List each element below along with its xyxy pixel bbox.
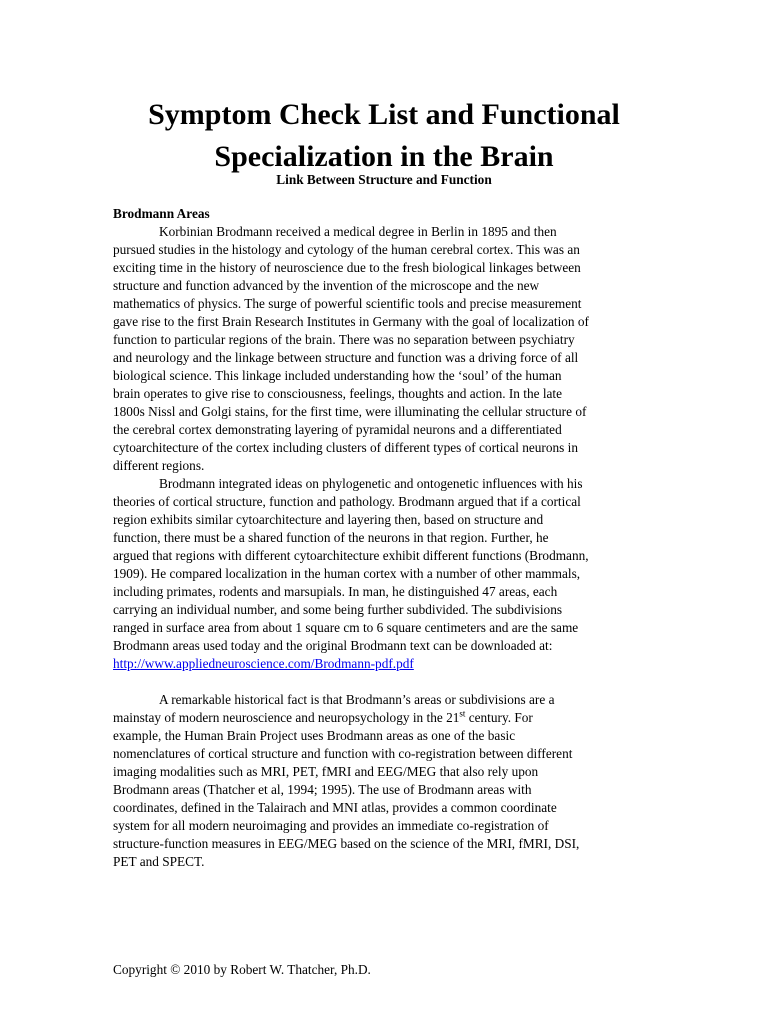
text-line: Brodmann areas used today and the original Brodmann text can be downloaded at: [113,638,553,653]
paragraph-3 [113,691,663,871]
document-title [0,94,768,178]
text-line: and neurology and the linkage between structure and function was a driving force of all [113,350,579,365]
text-line: coordinates, defined in the Talairach and MNI atlas, provides a common coordinate [113,800,557,815]
text-line: gave rise to the first Brain Research Institutes in Germany with the goal of localization of [113,314,589,329]
text-line: structure and function advanced by the invention of the microscope and the new [113,278,540,293]
text-line-with-superscript [113,709,663,727]
document-subtitle: Link Between Structure and Function [276,172,492,187]
text-run: mainstay of modern neuroscience and neuropsychology in the 21 [113,710,460,725]
section-heading: Brodmann Areas [113,206,210,221]
title-line: Symptom Check List and Functional [148,98,620,131]
text-line: the cerebral cortex demonstrating layering of pyramidal neurons and a differentiated [113,422,562,437]
text-line: Brodmann areas (Thatcher et al, 1994; 1995). The use of Brodmann areas with [113,782,532,797]
text-line: A remarkable historical fact is that Brodmann’s areas or subdivisions are a [159,692,555,707]
text-line: nomenclatures of cortical structure and function with co-registration between different [113,746,573,761]
text-line: exciting time in the history of neuroscience due to the fresh biological linkages between [113,260,581,275]
text-line: 1909). He compared localization in the human cortex with a number of other mammals, [113,566,581,581]
text-line: structure-function measures in EEG/MEG based on the science of the MRI, fMRI, DSI, [113,836,580,851]
text-line: Brodmann integrated ideas on phylogenetic and ontogenetic influences with his [159,476,583,491]
document-body [113,205,663,871]
text-line: pursued studies in the histology and cytology of the human cerebral cortex. This was an [113,242,580,257]
text-line: function to particular regions of the brain. There was no separation between psychiatry [113,332,575,347]
text-line: example, the Human Brain Project uses Brodmann areas as one of the basic [113,728,516,743]
paragraph-spacer [113,673,663,691]
copyright-footer: Copyright © 2010 by Robert W. Thatcher, Ph.D. [113,962,371,977]
text-line: PET and SPECT. [113,854,205,869]
text-line: region exhibits similar cytoarchitecture and layering then, based on structure and [113,512,544,527]
paragraph-2 [113,475,663,673]
text-line: biological science. This linkage included understanding how the ‘soul’ of the human [113,368,562,383]
text-run: century. For [465,710,533,725]
text-line: system for all modern neuroimaging and provides an immediate co-registration of [113,818,549,833]
superscript: st [459,708,466,719]
text-line: imaging modalities such as MRI, PET, fMRI and EEG/MEG that also rely upon [113,764,539,779]
text-line: function, there must be a shared function of the neurons in that region. Further, he [113,530,549,545]
text-line: theories of cortical structure, function and pathology. Brodmann argued that if a cortical [113,494,581,509]
text-line: ranged in surface area from about 1 square cm to 6 square centimeters and are the same [113,620,579,635]
text-line: different regions. [113,458,205,473]
text-line: brain operates to give rise to consciousness, feelings, thoughts and action. In the late [113,386,563,401]
text-line: argued that regions with different cytoarchitecture exhibit different functions (Brodmann, [113,548,589,563]
brodmann-pdf-link[interactable]: http://www.appliedneuroscience.com/Brodmann-pdf.pdf [113,656,414,671]
text-line: carrying an individual number, and some being further subdivided. The subdivisions [113,602,563,617]
paragraph-1 [113,223,663,475]
text-line: 1800s Nissl and Golgi stains, for the first time, were illuminating the cellular structure of [113,404,587,419]
text-line: mathematics of physics. The surge of powerful scientific tools and precise measurement [113,296,582,311]
text-line: Korbinian Brodmann received a medical degree in Berlin in 1895 and then [159,224,557,239]
text-line: cytoarchitecture of the cortex including clusters of different types of cortical neurons in [113,440,578,455]
text-line: including primates, rodents and marsupials. In man, he distinguished 47 areas, each [113,584,558,599]
title-line: Specialization in the Brain [214,140,554,173]
